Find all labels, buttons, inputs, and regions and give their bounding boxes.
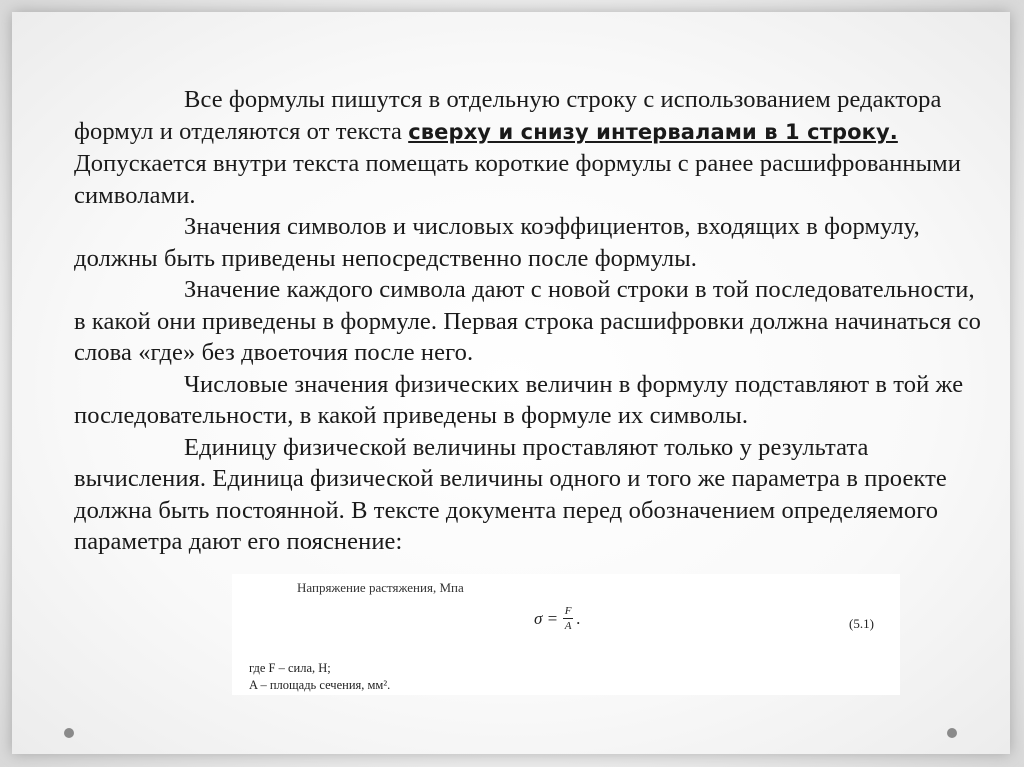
paragraph-5: Единицу физической величины проставляют только у результата вычисления. Единица физической величины одного и того же параметра в проекте должна быть постоянной. В тексте документа перед обозначением определяемого параметра дают его пояснение: [74,433,947,555]
paragraph-1 [74,84,984,211]
where-line-2: A – площадь сечения, мм². [249,678,391,692]
formula-example-image [232,574,900,695]
formula-denominator: A [564,620,572,632]
example-formula [534,605,580,632]
paragraph-1-before: Все формулы пишутся в отдельную строку с использованием редактора формул и отделяются от текста [74,86,942,145]
formula-where [249,660,390,694]
paragraph-3: Значение каждого символа дают с новой строки в той последовательности, в какой они приведены в формуле. Первая строка расшифровки должна начинаться со слова «где» без двоеточия после него. [74,276,981,366]
fraction-bar [563,618,573,619]
paragraph-1-after: Допускается внутри текста помещать короткие формулы с ранее расшифрованными символами. [74,150,961,209]
slide-body [74,84,984,558]
formula-end: . [576,608,581,628]
where-line-1: где F – сила, Н; [249,661,331,675]
paragraph-2: Значения символов и числовых коэффициентов, входящих в формулу, должны быть приведены непосредственно после формулы. [74,213,920,272]
paragraph-1-emphasis: сверху и снизу интервалами в 1 строку. [408,119,898,144]
formula-lhs: σ = [534,608,559,628]
example-caption: Напряжение растяжения, Мпа [297,580,464,595]
formula-numerator: F [564,605,572,617]
formula-fraction [563,605,573,632]
corner-dot-left [64,728,74,738]
paragraph-4: Числовые значения физических величин в формулу подставляют в той же последовательности, в какой приведены в формуле их символы. [74,370,964,429]
corner-dot-right [947,728,957,738]
formula-number: (5.1) [849,616,874,631]
slide [12,12,1010,754]
